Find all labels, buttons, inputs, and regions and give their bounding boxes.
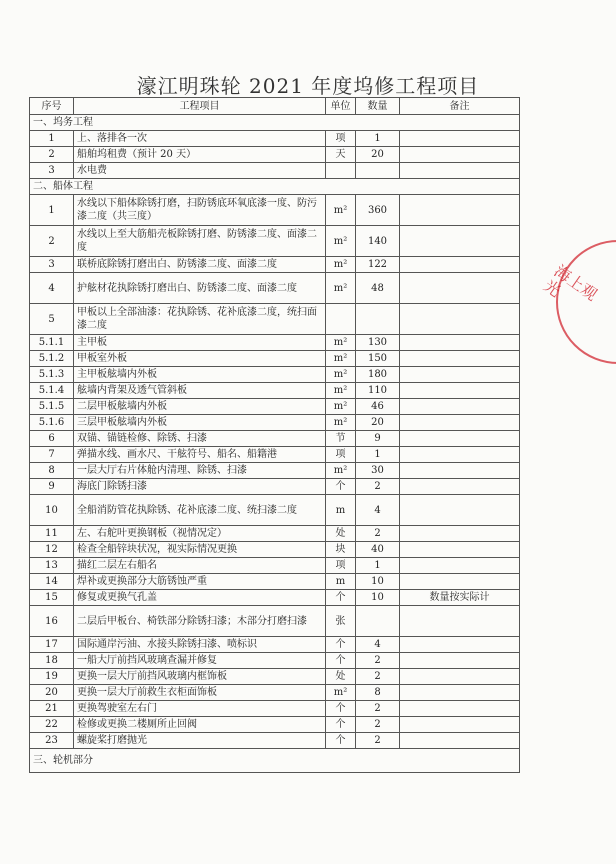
table-row	[30, 195, 520, 226]
project-table	[29, 97, 520, 773]
cell-unit: 个	[326, 701, 356, 717]
cell-note	[400, 669, 520, 685]
cell-no: 15	[30, 590, 74, 606]
cell-no: 9	[30, 479, 74, 495]
cell-item: 检修或更换二楼厕所止回阀	[74, 717, 326, 733]
cell-qty: 2	[356, 479, 400, 495]
cell-item: 二层甲板舷墙内外板	[74, 399, 326, 415]
cell-note	[400, 637, 520, 653]
table-row	[30, 304, 520, 335]
cell-unit: m²	[326, 383, 356, 399]
cell-unit: 项	[326, 447, 356, 463]
table-row	[30, 351, 520, 367]
cell-item: 甲板室外板	[74, 351, 326, 367]
cell-item: 修复或更换气孔盖	[74, 590, 326, 606]
cell-no: 21	[30, 701, 74, 717]
cell-qty: 2	[356, 733, 400, 749]
section-row	[30, 749, 520, 773]
table-row	[30, 273, 520, 304]
table-row	[30, 257, 520, 273]
header-no: 序号	[30, 98, 74, 115]
cell-unit: 项	[326, 558, 356, 574]
cell-qty: 150	[356, 351, 400, 367]
cell-note	[400, 383, 520, 399]
cell-item: 更换一层大厅前救生衣柜面饰板	[74, 685, 326, 701]
cell-qty: 9	[356, 431, 400, 447]
cell-qty: 1	[356, 558, 400, 574]
cell-note	[400, 415, 520, 431]
cell-item: 水线以下船体除锈打磨，扫防锈底环氧底漆一度、防污漆二度（共三度）	[74, 195, 326, 226]
cell-item: 检查全船锌块状况，视实际情况更换	[74, 542, 326, 558]
cell-no: 5.1.1	[30, 335, 74, 351]
cell-qty	[356, 163, 400, 179]
cell-unit	[326, 163, 356, 179]
table-row	[30, 147, 520, 163]
cell-unit: 个	[326, 479, 356, 495]
cell-item: 海底门除锈扫漆	[74, 479, 326, 495]
cell-note	[400, 131, 520, 147]
cell-unit: 处	[326, 526, 356, 542]
cell-note	[400, 195, 520, 226]
cell-unit: 个	[326, 637, 356, 653]
table-row	[30, 447, 520, 463]
cell-item: 舷墙内背架及透气管斜板	[74, 383, 326, 399]
cell-item: 甲板以上全部油漆：花执除锈、花补底漆二度，统扫面漆二度	[74, 304, 326, 335]
cell-item: 一船大厅前挡风玻璃查漏并修复	[74, 653, 326, 669]
cell-no: 5.1.3	[30, 367, 74, 383]
table-row	[30, 335, 520, 351]
cell-qty: 1	[356, 131, 400, 147]
header-qty: 数量	[356, 98, 400, 115]
cell-qty: 2	[356, 701, 400, 717]
cell-unit	[326, 304, 356, 335]
cell-no: 1	[30, 131, 74, 147]
table-row	[30, 558, 520, 574]
cell-no: 8	[30, 463, 74, 479]
section-row	[30, 115, 520, 131]
cell-unit: m²	[326, 273, 356, 304]
cell-item: 双锚、锚链检修、除锈、扫漆	[74, 431, 326, 447]
cell-no: 5.1.5	[30, 399, 74, 415]
cell-no: 2	[30, 226, 74, 257]
table-row	[30, 669, 520, 685]
cell-qty: 10	[356, 590, 400, 606]
cell-unit: 处	[326, 669, 356, 685]
cell-note	[400, 163, 520, 179]
cell-unit: m²	[326, 335, 356, 351]
cell-note	[400, 257, 520, 273]
cell-qty: 122	[356, 257, 400, 273]
cell-item: 弹描水线、画水尺、干舷符号、船名、船籍港	[74, 447, 326, 463]
cell-qty: 8	[356, 685, 400, 701]
cell-qty: 1	[356, 447, 400, 463]
cell-unit: 天	[326, 147, 356, 163]
cell-no: 3	[30, 163, 74, 179]
cell-qty: 4	[356, 637, 400, 653]
cell-no: 5.1.6	[30, 415, 74, 431]
cell-qty: 48	[356, 273, 400, 304]
cell-no: 14	[30, 574, 74, 590]
cell-note	[400, 558, 520, 574]
cell-qty: 20	[356, 415, 400, 431]
cell-note	[400, 447, 520, 463]
cell-note	[400, 351, 520, 367]
cell-no: 17	[30, 637, 74, 653]
cell-qty: 20	[356, 147, 400, 163]
cell-note	[400, 685, 520, 701]
cell-unit: m	[326, 574, 356, 590]
table-row	[30, 415, 520, 431]
cell-unit: 个	[326, 717, 356, 733]
cell-unit: m²	[326, 257, 356, 273]
cell-qty	[356, 606, 400, 637]
cell-note	[400, 717, 520, 733]
cell-qty: 2	[356, 526, 400, 542]
stamp-text: 海上观光	[540, 261, 601, 305]
cell-item: 护舷材花执除锈打磨出白、防锈漆二度、面漆二度	[74, 273, 326, 304]
cell-note	[400, 526, 520, 542]
table-row	[30, 590, 520, 606]
cell-no: 5	[30, 304, 74, 335]
cell-item: 主甲板	[74, 335, 326, 351]
table-row	[30, 542, 520, 558]
cell-unit: 张	[326, 606, 356, 637]
table-row	[30, 431, 520, 447]
table-row	[30, 163, 520, 179]
cell-no: 5.1.4	[30, 383, 74, 399]
cell-no: 5.1.2	[30, 351, 74, 367]
cell-item: 更换驾驶室左右门	[74, 701, 326, 717]
cell-item: 二层后甲板台、椅铁部分除锈扫漆；木部分打磨扫漆	[74, 606, 326, 637]
cell-qty: 4	[356, 495, 400, 526]
cell-item: 水电费	[74, 163, 326, 179]
cell-note	[400, 606, 520, 637]
section-title: 一、坞务工程	[30, 115, 520, 131]
cell-no: 1	[30, 195, 74, 226]
cell-item: 螺旋桨打磨抛光	[74, 733, 326, 749]
cell-no: 18	[30, 653, 74, 669]
cell-unit: m	[326, 495, 356, 526]
cell-note	[400, 147, 520, 163]
cell-qty: 2	[356, 717, 400, 733]
cell-item: 一层大厅右片体舱内清理、除锈、扫漆	[74, 463, 326, 479]
cell-note: 数量按实际计	[400, 590, 520, 606]
cell-no: 23	[30, 733, 74, 749]
cell-item: 左、右舵叶更换钢板（视情况定）	[74, 526, 326, 542]
cell-note	[400, 304, 520, 335]
table-row	[30, 733, 520, 749]
cell-unit: m²	[326, 195, 356, 226]
cell-no: 7	[30, 447, 74, 463]
cell-qty: 360	[356, 195, 400, 226]
cell-no: 6	[30, 431, 74, 447]
table-row	[30, 367, 520, 383]
cell-no: 10	[30, 495, 74, 526]
cell-item: 国际通岸污油、水接头除锈扫漆、喷标识	[74, 637, 326, 653]
table-row	[30, 479, 520, 495]
cell-no: 12	[30, 542, 74, 558]
cell-unit: 个	[326, 653, 356, 669]
cell-unit: 块	[326, 542, 356, 558]
cell-no: 4	[30, 273, 74, 304]
cell-qty	[356, 304, 400, 335]
table-row	[30, 399, 520, 415]
cell-note	[400, 226, 520, 257]
cell-no: 2	[30, 147, 74, 163]
cell-no: 3	[30, 257, 74, 273]
header-item: 工程项目	[74, 98, 326, 115]
cell-unit: m²	[326, 399, 356, 415]
cell-item: 全船消防管花执除锈、花补底漆二度、统扫漆二度	[74, 495, 326, 526]
cell-item: 水线以上至大筋船壳板除锈打磨、防锈漆二度、面漆二度	[74, 226, 326, 257]
cell-item: 上、落排各一次	[74, 131, 326, 147]
cell-qty: 2	[356, 653, 400, 669]
table-row	[30, 685, 520, 701]
cell-item: 主甲板舷墙内外板	[74, 367, 326, 383]
table-row	[30, 463, 520, 479]
cell-note	[400, 463, 520, 479]
cell-note	[400, 273, 520, 304]
table-row	[30, 526, 520, 542]
cell-note	[400, 701, 520, 717]
cell-unit: m²	[326, 226, 356, 257]
cell-unit: m²	[326, 351, 356, 367]
table-row	[30, 701, 520, 717]
cell-no: 16	[30, 606, 74, 637]
section-row	[30, 179, 520, 195]
header-note: 备注	[400, 98, 520, 115]
cell-no: 19	[30, 669, 74, 685]
cell-qty: 30	[356, 463, 400, 479]
cell-qty: 130	[356, 335, 400, 351]
cell-item: 三层甲板舷墙内外板	[74, 415, 326, 431]
header-unit: 单位	[326, 98, 356, 115]
table-row	[30, 717, 520, 733]
table-row	[30, 637, 520, 653]
cell-no: 22	[30, 717, 74, 733]
cell-item: 更换一层大厅前挡风玻璃内框饰板	[74, 669, 326, 685]
table-row	[30, 606, 520, 637]
cell-qty: 110	[356, 383, 400, 399]
cell-qty: 10	[356, 574, 400, 590]
cell-no: 11	[30, 526, 74, 542]
cell-unit: m²	[326, 367, 356, 383]
cell-no: 13	[30, 558, 74, 574]
section-title: 二、船体工程	[30, 179, 520, 195]
section-title: 三、轮机部分	[30, 749, 520, 773]
cell-qty: 40	[356, 542, 400, 558]
table-row	[30, 653, 520, 669]
cell-note	[400, 367, 520, 383]
cell-note	[400, 574, 520, 590]
table-row	[30, 574, 520, 590]
cell-note	[400, 495, 520, 526]
cell-unit: m²	[326, 415, 356, 431]
cell-item: 联桥底除锈打磨出白、防锈漆二度、面漆二度	[74, 257, 326, 273]
cell-unit: 项	[326, 131, 356, 147]
cell-qty: 180	[356, 367, 400, 383]
cell-note	[400, 431, 520, 447]
table-row	[30, 131, 520, 147]
cell-qty: 46	[356, 399, 400, 415]
cell-qty: 2	[356, 669, 400, 685]
cell-qty: 140	[356, 226, 400, 257]
cell-unit: 个	[326, 733, 356, 749]
table-row	[30, 383, 520, 399]
cell-unit: m²	[326, 685, 356, 701]
cell-note	[400, 733, 520, 749]
cell-item: 描红二层左右船名	[74, 558, 326, 574]
cell-unit: 节	[326, 431, 356, 447]
cell-item: 船舶坞租费（预计 20 天）	[74, 147, 326, 163]
cell-unit: m²	[326, 463, 356, 479]
cell-note	[400, 479, 520, 495]
table-row	[30, 495, 520, 526]
cell-note	[400, 335, 520, 351]
cell-unit: 个	[326, 590, 356, 606]
cell-note	[400, 542, 520, 558]
document-title: 濠江明珠轮 2021 年度坞修工程项目	[136, 74, 480, 98]
cell-item: 焊补或更换部分大筋锈蚀严重	[74, 574, 326, 590]
cell-note	[400, 399, 520, 415]
table-header-row	[30, 98, 520, 115]
cell-note	[400, 653, 520, 669]
table-row	[30, 226, 520, 257]
cell-no: 20	[30, 685, 74, 701]
